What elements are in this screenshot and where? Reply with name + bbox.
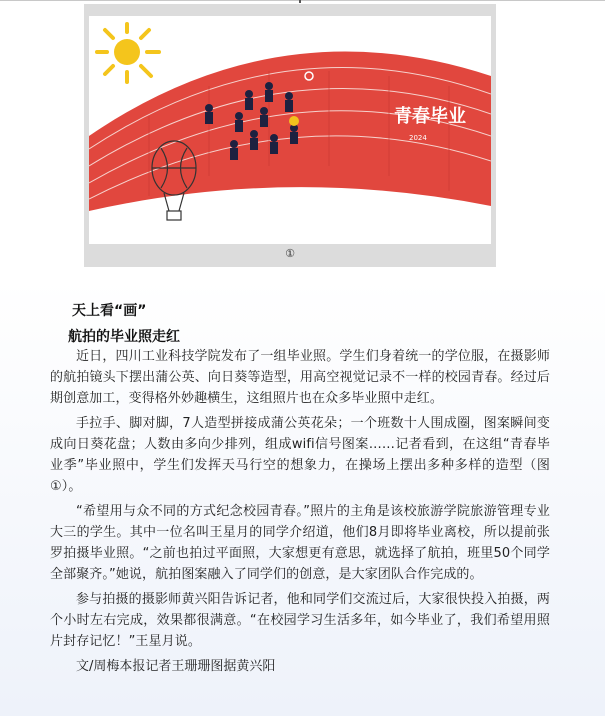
- figure-frame: [84, 4, 496, 267]
- article-body: [50, 346, 550, 677]
- logo-subtext: 2024: [409, 134, 427, 142]
- article-byline: 文/周梅本报记者王珊珊图据黄兴阳: [76, 659, 276, 674]
- article-paragraph: 近日，四川工业科技学院发布了一组毕业照。学生们身着统一的学位服，在摄影师的航拍镜头下摆出蒲公英、向日葵等造型，用高空视觉记录不一样的校园青春。经过后期创意加工，变得格外妙趣横生，这组照片也在众多毕业照中走红。: [50, 349, 550, 406]
- logo-text: 青春毕业: [394, 106, 466, 127]
- aerial-photo: [89, 16, 491, 244]
- top-border: [0, 0, 605, 1]
- top-marker: [299, 0, 301, 3]
- sun-doodle: [97, 24, 159, 82]
- article-paragraph: 参与拍摄的摄影师黄兴阳告诉记者，他和同学们交流过后，大家很快投入拍摄，两个小时左右完成，效果都很满意。“在校园学习生活多年，如今毕业了，我们希望用照片封存记忆！”王星月说。: [50, 592, 550, 649]
- article-paragraph: 手拉手、脚对脚，7人造型拼接成蒲公英花朵；一个班数十人围成圈，图案瞬间变成向日葵花盘；人数由多向少排列，组成wifi信号图案……记者看到，在这组“青春毕业季”毕业照中，学生们发挥天马行空的想象力，在操场上摆出多种多样的造型（图①）。: [50, 416, 550, 494]
- figure-caption: ①: [285, 247, 295, 260]
- article-subhead: 航拍的毕业照走红: [68, 329, 180, 345]
- article-headline: 天上看“画”: [72, 303, 147, 319]
- aerial-photo-illustration: [89, 16, 491, 244]
- article-paragraph: “希望用与众不同的方式纪念校园青春。”照片的主角是该校旅游学院旅游管理专业大三的学生。其中一位名叫王星月的同学介绍道，他们8月即将毕业离校，所以提前张罗拍摄毕业照。“之前也拍过平面照，大家想更有意思，就选择了航拍，班里50个同学全部聚齐。”她说，航拍图案融入了同学们的创意，是大家团队合作完成的。: [50, 504, 550, 582]
